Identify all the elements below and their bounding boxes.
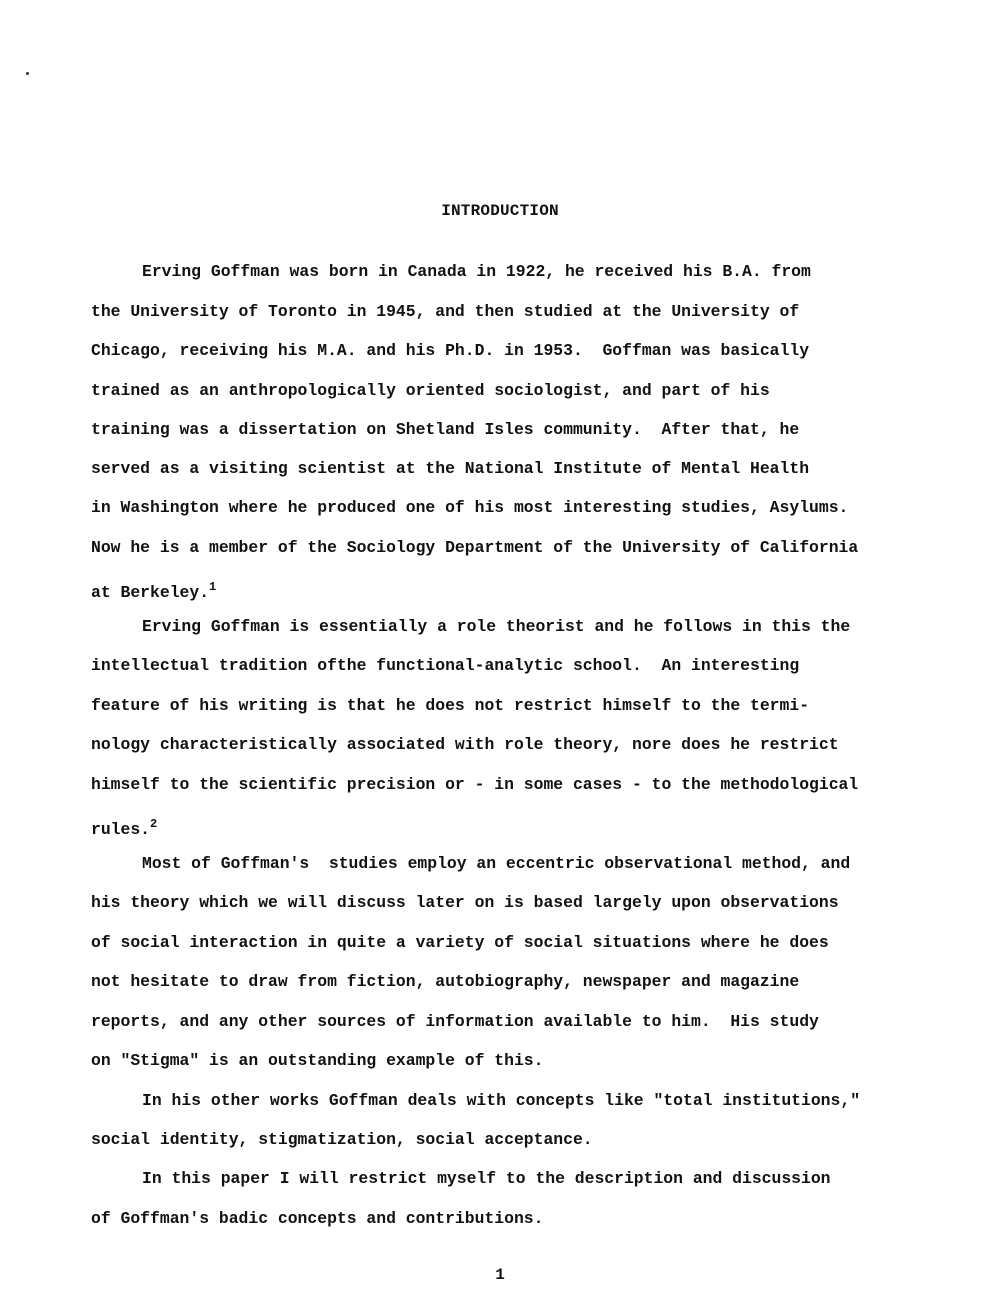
text-line: of social interaction in quite a variety of social situations where he does [91, 933, 829, 952]
text-line: himself to the scientific precision or - in some cases - to the methodological [91, 775, 859, 794]
text-line: the University of Toronto in 1945, and then studied at the University of [91, 302, 800, 321]
text-line: not hesitate to draw from fiction, autobiography, newspaper and magazine [91, 972, 800, 991]
text-line: served as a visiting scientist at the National Institute of Mental Health [91, 459, 810, 478]
text-line: of Goffman's badic concepts and contributions. [91, 1209, 544, 1228]
text-line: intellectual tradition ofthe functional-analytic school. An interesting [91, 656, 800, 675]
text-line: feature of his writing is that he does not restrict himself to the termi- [91, 696, 810, 715]
text-line: Chicago, receiving his M.A. and his Ph.D. in 1953. Goffman was basically [91, 341, 810, 360]
text-line-with-footnote [91, 814, 157, 840]
page-title: INTRODUCTION [441, 202, 559, 220]
footnote-marker: 1 [209, 580, 217, 594]
footnote-marker: 2 [150, 817, 158, 831]
text-line: Erving Goffman was born in Canada in 1922, he received his B.A. from [142, 262, 811, 281]
text-line: nology characteristically associated with role theory, nore does he restrict [91, 735, 839, 754]
text-line: reports, and any other sources of information available to him. His study [91, 1012, 819, 1031]
text-line-with-footnote [91, 577, 216, 603]
text-line: trained as an anthropologically oriented sociologist, and part of his [91, 381, 770, 400]
text-line: In his other works Goffman deals with concepts like "total institutions," [142, 1091, 861, 1110]
text-line: Most of Goffman's studies employ an eccentric observational method, and [142, 854, 851, 873]
text-line: his theory which we will discuss later on is based largely upon observations [91, 893, 839, 912]
text-line: social identity, stigmatization, social acceptance. [91, 1130, 593, 1149]
text-line: in Washington where he produced one of his most interesting studies, Asylums. [91, 498, 849, 517]
scan-speck [26, 72, 29, 75]
text-line: on "Stigma" is an outstanding example of this. [91, 1051, 544, 1070]
text-line: training was a dissertation on Shetland Isles community. After that, he [91, 420, 800, 439]
text-line: Now he is a member of the Sociology Department of the University of California [91, 538, 859, 557]
text-line: In this paper I will restrict myself to the description and discussion [142, 1169, 831, 1188]
text-line: at Berkeley. [91, 583, 210, 602]
page-number: 1 [495, 1266, 505, 1284]
text-line: Erving Goffman is essentially a role theorist and he follows in this the [142, 617, 851, 636]
text-line: rules. [91, 820, 151, 839]
